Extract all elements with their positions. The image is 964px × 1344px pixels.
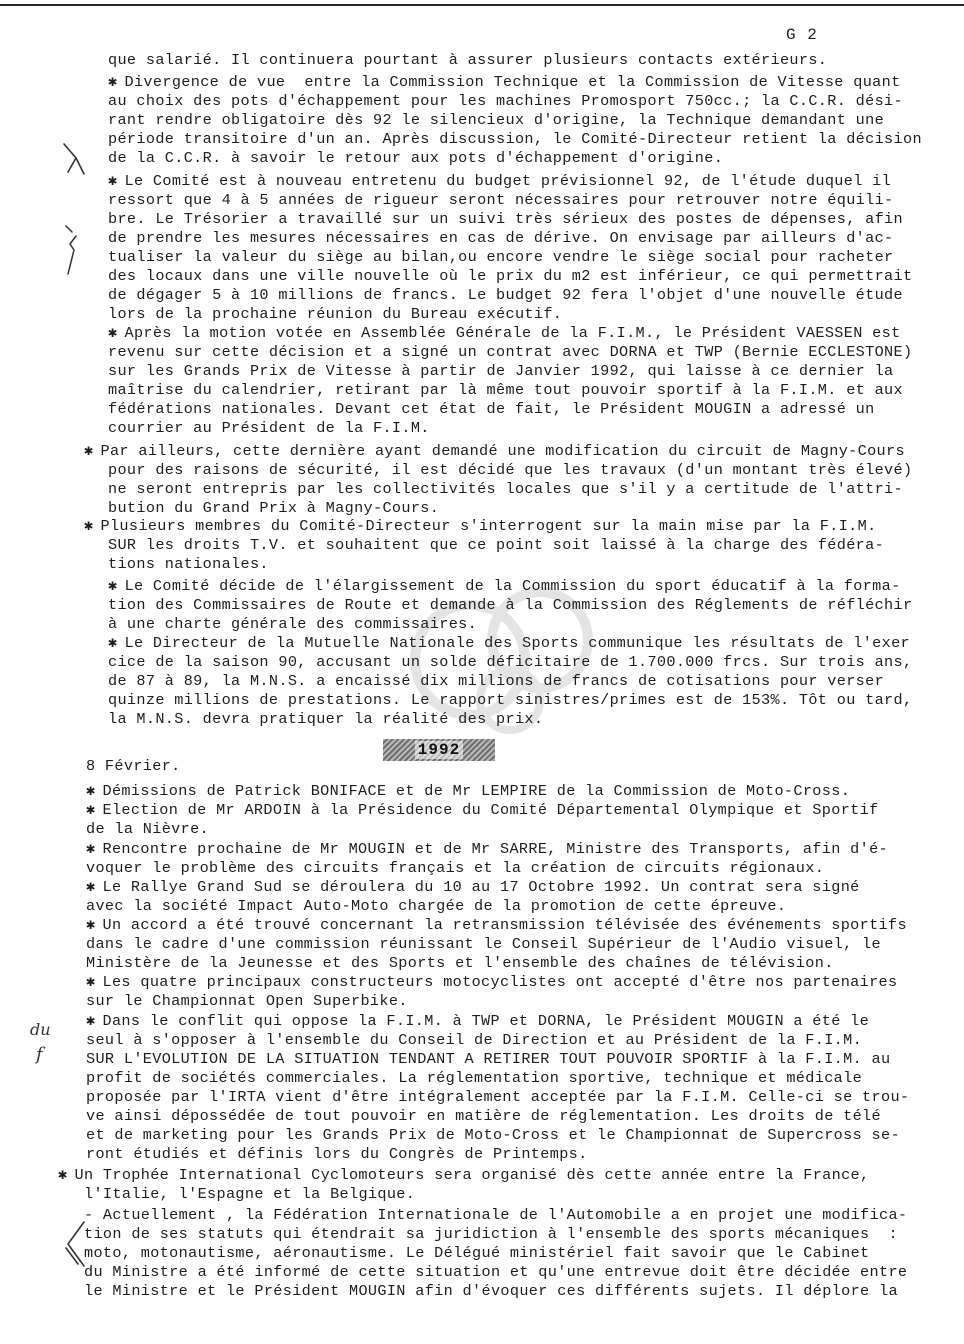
text-line	[108, 536, 884, 555]
text-line	[86, 1069, 862, 1088]
text-line-content: Election de Mr ARDOIN à la Présidence du Comité Départemental Olympique et Sportif	[102, 801, 879, 819]
text-line	[108, 710, 543, 729]
text-line-content: tualiser la valeur du siège au bilan,ou encore vendre le siège social pour racheter	[108, 248, 894, 266]
top-rule	[0, 4, 964, 6]
text-line-content: Les quatre principaux constructeurs motocyclistes ont accepté d'être nos partenaires	[102, 973, 898, 991]
text-line-content: - Actuellement , la Fédération Internationale de l'Automobile a en projet une modifica-	[84, 1206, 908, 1224]
margin-tick-mark	[58, 140, 88, 176]
text-line	[84, 1282, 898, 1301]
text-line	[86, 820, 209, 839]
text-line	[108, 210, 903, 229]
text-line-content: tion des Commissaires de Route et demande à la Commission des Réglements de réfléchir	[108, 596, 913, 614]
text-line	[86, 1012, 869, 1031]
text-line	[84, 1225, 898, 1244]
text-line-content: profit de sociétés commerciales. La réglementation sportive, technique et médicale	[86, 1069, 863, 1087]
asterisk-bullet-icon: ✱	[86, 801, 96, 819]
text-line	[108, 286, 903, 305]
asterisk-bullet-icon: ✱	[58, 1166, 68, 1184]
text-line-content: Le Comité est à nouveau entretenu du budget prévisionnel 92, de l'étude duquel il	[124, 172, 892, 190]
text-line	[84, 517, 877, 536]
text-line	[108, 267, 912, 286]
text-line-content: maîtrise du calendrier, retirant par là même tout pouvoir sportif à la F.I.M. et aux	[108, 381, 903, 399]
asterisk-bullet-icon: ✱	[108, 172, 118, 190]
text-line-content: proposée par l'IRTA vient d'être intégralement acceptée par la F.I.M. Celle-ci se trou-	[86, 1088, 910, 1106]
text-line	[86, 757, 181, 776]
text-line-content: cice de la saison 90, accusant un solde déficitaire de 1.700.000 frcs. Sur trois ans,	[108, 653, 913, 671]
text-line-content: de dégager 5 à 10 millions de francs. Le budget 92 fera l'objet d'une nouvelle étude	[108, 286, 903, 304]
text-line-content: Plusieurs membres du Comité-Directeur s'interrogent sur la main mise par la F.I.M.	[100, 517, 877, 535]
asterisk-bullet-icon: ✱	[108, 324, 118, 342]
text-line-content: SUR les droits T.V. et souhaitent que ce point soit laissé à la charge des fédéra-	[108, 536, 885, 554]
text-line-content: ront étudiés et définis lors du Congrès de Printemps.	[86, 1145, 588, 1163]
text-line	[86, 801, 879, 820]
text-line	[108, 596, 912, 615]
text-line-content: Divergence de vue entre la Commission Technique et la Commission de Vitesse quant	[124, 73, 901, 91]
text-line-content: courrier au Président de la F.I.M.	[108, 419, 430, 437]
text-line	[108, 634, 910, 653]
margin-note-f: f	[36, 1044, 43, 1065]
text-line	[86, 954, 834, 973]
margin-bracket-mark	[58, 222, 82, 278]
text-line-content: ne seront entrepris par les collectivités locales que s'il y a certitude de l'attri-	[108, 480, 903, 498]
year-stamp-label: 1992	[415, 741, 463, 759]
text-line	[86, 916, 907, 935]
text-line	[86, 992, 408, 1011]
text-line	[108, 555, 269, 574]
text-line	[86, 973, 897, 992]
text-line	[86, 897, 786, 916]
text-line	[86, 782, 850, 801]
text-line	[86, 859, 824, 878]
text-line	[108, 615, 477, 634]
text-line-content: seul à s'opposer à l'ensemble du Conseil de Direction et au Président de la F.I.M.	[86, 1031, 863, 1049]
text-line	[108, 305, 562, 324]
text-line	[108, 51, 827, 70]
text-line	[86, 1126, 900, 1145]
page-number: G 2	[786, 26, 818, 44]
text-line-content: au choix des pots d'échappement pour les machines Promosport 750cc.; la C.C.R. dési-	[108, 92, 903, 110]
text-line	[108, 324, 901, 343]
text-line-content: et de marketing pour les Grands Prix de Moto-Cross et le Championnat de Supercross se-	[86, 1126, 900, 1144]
text-line-content: à une charte générale des commissaires.	[108, 615, 478, 633]
text-line-content: Un accord a été trouvé concernant la retransmission télévisée des événements sportifs	[102, 916, 907, 934]
text-line-content: lors de la prochaine réunion du Bureau exécutif.	[108, 305, 563, 323]
text-line-content: bution du Grand Prix à Magny-Cours.	[108, 499, 440, 517]
asterisk-bullet-icon: ✱	[86, 973, 96, 991]
text-line	[86, 1145, 588, 1164]
text-line-content: moto, motonautisme, aéronautisme. Le Délégué ministériel fait savoir que le Cabinet	[84, 1244, 870, 1262]
text-line-content: sur les Grands Prix de Vitesse à partir de Janvier 1992, qui laisse à ce dernier la	[108, 362, 894, 380]
text-line	[86, 1107, 881, 1126]
text-line	[108, 691, 912, 710]
text-line	[86, 1050, 890, 1069]
text-line	[86, 1031, 862, 1050]
text-line	[108, 191, 894, 210]
text-line-content: sur le Championnat Open Superbike.	[86, 992, 408, 1010]
text-line-content: de prendre les mesures nécessaires en cas de dérive. On envisage par ailleurs d'ac-	[108, 229, 894, 247]
year-stamp	[383, 739, 495, 761]
text-line-content: 8 Février.	[86, 757, 181, 775]
text-line	[108, 480, 903, 499]
text-line-content: rant rendre obligatoire dès 92 le silencieux d'origine, la Technique demandant une	[108, 111, 885, 129]
text-line	[108, 400, 875, 419]
asterisk-bullet-icon: ✱	[86, 840, 96, 858]
text-line-content: Dans le conflit qui oppose la F.I.M. à TWP et DORNA, le Président MOUGIN a été le	[102, 1012, 870, 1030]
text-line-content: tions nationales.	[108, 555, 269, 573]
text-line	[86, 935, 881, 954]
asterisk-bullet-icon: ✱	[84, 517, 94, 535]
text-line-content: Ministère de la Jeunesse et des Sports et l'ensemble des chaînes de télévision.	[86, 954, 834, 972]
text-line	[108, 499, 439, 518]
text-line	[108, 248, 894, 267]
text-line	[108, 130, 922, 149]
text-line	[108, 92, 903, 111]
margin-note-du: du	[30, 1020, 51, 1039]
asterisk-bullet-icon: ✱	[108, 73, 118, 91]
text-line	[108, 672, 884, 691]
asterisk-bullet-icon: ✱	[86, 878, 96, 896]
text-line-content: avec la société Impact Auto-Moto chargée de la promotion de cette épreuve.	[86, 897, 787, 915]
text-line-content: Le Rallye Grand Sud se déroulera du 10 au 17 Octobre 1992. Un contrat sera signé	[102, 878, 860, 896]
text-line-content: SUR L'EVOLUTION DE LA SITUATION TENDANT A RETIRER TOUT POUVOIR SPORTIF à la F.I.M. au	[86, 1050, 891, 1068]
text-line	[108, 653, 912, 672]
text-line	[108, 419, 430, 438]
asterisk-bullet-icon: ✱	[86, 916, 96, 934]
text-line-content: pour des raisons de sécurité, il est décidé que les travaux (d'un montant très élevé)	[108, 461, 913, 479]
text-line-content: des locaux dans une ville nouvelle où le prix du m2 est inférieur, ce qui permettrait	[108, 267, 913, 285]
asterisk-bullet-icon: ✱	[86, 1012, 96, 1030]
text-line-content: Après la motion votée en Assemblée Générale de la F.I.M., le Président VAESSEN est	[124, 324, 901, 342]
text-line	[108, 343, 912, 362]
text-line	[84, 1244, 870, 1263]
text-line-content: période transitoire d'un an. Après discussion, le Comité-Directeur retient la décision	[108, 130, 922, 148]
asterisk-bullet-icon: ✱	[108, 634, 118, 652]
text-line	[108, 149, 723, 168]
text-line	[84, 1206, 907, 1225]
text-line-content: voquer le problème des circuits français et la création de circuits régionaux.	[86, 859, 825, 877]
text-line-content: de la C.C.R. à savoir le retour aux pots d'échappement d'origine.	[108, 149, 724, 167]
text-line	[86, 840, 888, 859]
text-line-content: le Ministre et le Président MOUGIN afin d'évoquer ces différents sujets. Il déplore la	[84, 1282, 898, 1300]
text-line	[108, 362, 894, 381]
text-line-content: quinze millions de prestations. Le rapport sinistres/primes est de 153%. Tôt ou tard,	[108, 691, 913, 709]
text-line-content: l'Italie, l'Espagne et la Belgique.	[84, 1185, 416, 1203]
text-line-content: de 87 à 89, la M.N.S. a encaissé dix millions de francs de cotisations pour verser	[108, 672, 885, 690]
text-line-content: bre. Le Trésorier a travaillé sur un suivi très sérieux des postes de dépenses, afin	[108, 210, 903, 228]
text-line-content: revenu sur cette décision et a signé un contrat avec DORNA et TWP (Bernie ECCLESTONE)	[108, 343, 913, 361]
text-line	[108, 172, 891, 191]
text-line	[84, 1185, 415, 1204]
text-line	[108, 577, 901, 596]
text-line-content: Démissions de Patrick BONIFACE et de Mr LEMPIRE de la Commission de Moto-Cross.	[102, 782, 851, 800]
text-line-content: Rencontre prochaine de Mr MOUGIN et de Mr SARRE, Ministre des Transports, afin d'é-	[102, 840, 889, 858]
asterisk-bullet-icon: ✱	[108, 577, 118, 595]
text-line-content: du Ministre a été informé de cette situation et qu'une entrevue doit être décidée entre	[84, 1263, 908, 1281]
text-line-content: Le Directeur de la Mutuelle Nationale des Sports communique les résultats de l'exer	[124, 634, 911, 652]
text-line	[58, 1166, 869, 1185]
text-line	[108, 73, 901, 92]
asterisk-bullet-icon: ✱	[84, 442, 94, 460]
text-line	[108, 381, 903, 400]
text-line-content: Par ailleurs, cette dernière ayant demandé une modification du circuit de Magny-Cours	[100, 442, 905, 460]
text-line-content: tion de ses statuts qui étendrait sa juridiction à l'ensemble des sports mécaniques :	[84, 1225, 898, 1243]
text-line-content: Un Trophée International Cyclomoteurs sera organisé dès cette année entre la France,	[74, 1166, 870, 1184]
text-line	[86, 878, 860, 897]
text-line-content: dans le cadre d'une commission réunissant le Conseil Supérieur de l'Audio visuel, le	[86, 935, 881, 953]
text-line	[108, 461, 912, 480]
text-line-content: la M.N.S. devra pratiquer la réalité des prix.	[108, 710, 544, 728]
text-line-content: Le Comité décide de l'élargissement de la Commission du sport éducatif à la forma-	[124, 577, 901, 595]
text-line	[84, 1263, 907, 1282]
text-line-content: de la Nièvre.	[86, 820, 210, 838]
text-line	[84, 442, 905, 461]
text-line-content: ve ainsi dépossédée de tout pouvoir en matière de réglementation. Les droits de télé	[86, 1107, 881, 1125]
text-line	[108, 111, 884, 130]
margin-cross-mark	[58, 1218, 88, 1270]
text-line-content: ressort que 4 à 5 années de rigueur seront nécessaires pour retrouver notre équili-	[108, 191, 894, 209]
text-line-content: fédérations nationales. Devant cet état de fait, le Président MOUGIN a adressé un	[108, 400, 875, 418]
text-line-content: que salarié. Il continuera pourtant à assurer plusieurs contacts extérieurs.	[108, 51, 828, 69]
asterisk-bullet-icon: ✱	[86, 782, 96, 800]
text-line	[108, 229, 894, 248]
text-line	[86, 1088, 909, 1107]
